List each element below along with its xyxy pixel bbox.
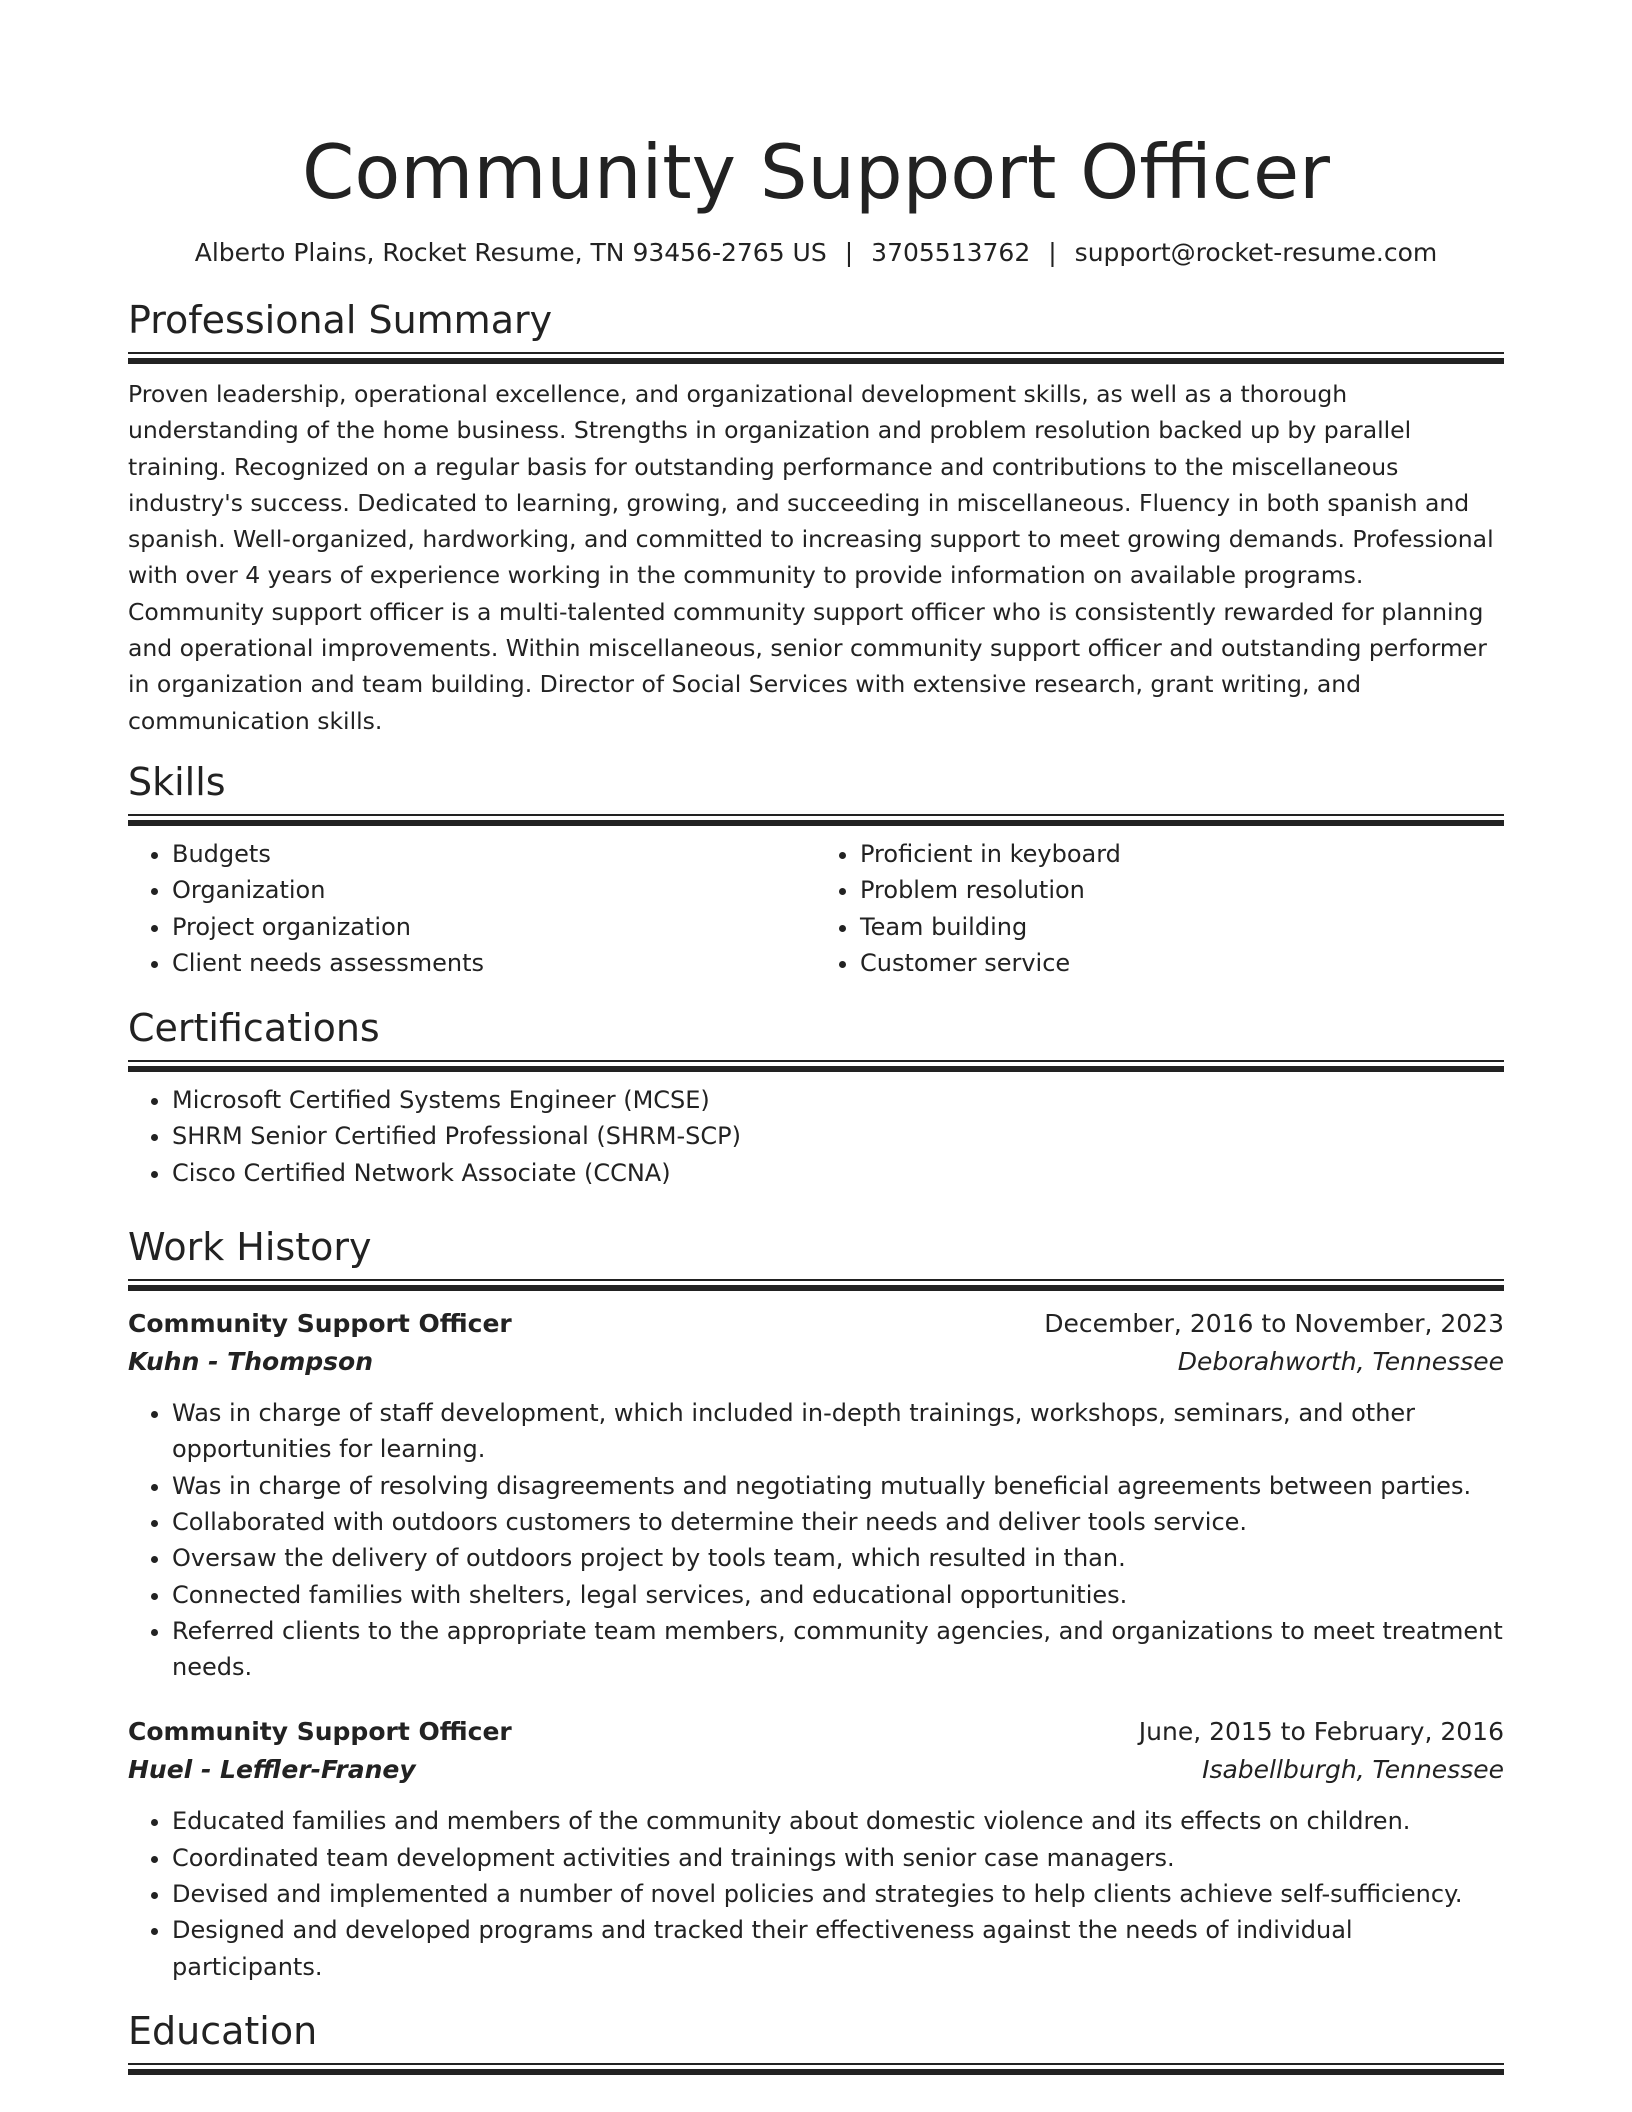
- job-dates: June, 2015 to February, 2016: [1138, 1717, 1504, 1747]
- skill-item: • Client needs assessments: [172, 945, 816, 981]
- section-heading-skills: Skills: [128, 759, 226, 804]
- certifications-list: [128, 1082, 1504, 1191]
- skills-list-left: [128, 836, 816, 981]
- contact-line: [128, 237, 1504, 269]
- resume-title: Community Support Officer: [302, 128, 1330, 216]
- skill-item: • Problem resolution: [860, 872, 1504, 908]
- skills-columns: [128, 836, 1504, 981]
- job-company: Huel - Leffler-Franey: [128, 1755, 416, 1785]
- contact-address: Alberto Plains, Rocket Resume, TN 93456-2765 US: [194, 238, 827, 267]
- job-location: Deborahworth, Tennessee: [1177, 1347, 1504, 1377]
- certification-item: • SHRM Senior Certified Professional (SHRM-SCP): [172, 1118, 1504, 1154]
- job-entry: [128, 1305, 1504, 1685]
- skill-item: • Project organization: [172, 909, 816, 945]
- section-heading-education: Education: [128, 2008, 318, 2053]
- job-bullet: • Referred clients to the appropriate team members, community agencies, and organizations to meet treatment needs.: [172, 1613, 1504, 1686]
- summary-section: [128, 296, 1504, 739]
- job-company: Kuhn - Thompson: [128, 1347, 374, 1377]
- contact-separator: |: [1048, 238, 1057, 267]
- job-dates: December, 2016 to November, 2023: [1044, 1309, 1504, 1339]
- resume-page: [128, 0, 1504, 2075]
- skills-list-right: [816, 836, 1504, 981]
- contact-phone: 3705513762: [871, 238, 1031, 267]
- job-bullet: • Collaborated with outdoors customers to determine their needs and deliver tools service.: [172, 1504, 1504, 1540]
- section-heading-certifications: Certifications: [128, 1006, 380, 1051]
- job-location: Isabellburgh, Tennessee: [1202, 1755, 1504, 1785]
- section-divider: [128, 1279, 1504, 1291]
- certifications-section: [128, 1004, 1504, 1191]
- job-bullet: • Devised and implemented a number of novel policies and strategies to help clients achieve self-sufficiency.: [172, 1876, 1504, 1912]
- job-bullet: • Designed and developed programs and tracked their effectiveness against the needs of individual participants.: [172, 1912, 1504, 1985]
- job-header: [128, 1305, 1504, 1343]
- skill-item: • Proficient in keyboard: [860, 836, 1504, 872]
- job-bullets: [128, 1803, 1504, 1984]
- education-section: [128, 2007, 1504, 2075]
- work-history-section: [128, 1223, 1504, 1985]
- skill-item: • Customer service: [860, 945, 1504, 981]
- contact-separator: |: [844, 238, 854, 267]
- skill-item: • Budgets: [172, 836, 816, 872]
- summary-text: Proven leadership, operational excellence, and organizational development skills, as well as a thorough understanding of the home business. Strengths in organization and problem resolution backed up by parallel training. Recognized on a regular basis for outstanding performance and contributions to the miscellaneous industry's success. Dedicated to learning, growing, and succeeding in miscellaneous. Fluency in both spanish and spanish. Well-organized, hardworking, and committed to increasing support to meet growing demands. Professional with over 4 years of experience working in the community to provide information on available programs. Community support officer is a multi-talented community support officer who is consistently rewarded for planning and operational improvements. Within miscellaneous, senior community support officer and outstanding performer in organization and team building. Director of Social Services with extensive research, grant writing, and communication skills.: [128, 380, 1494, 735]
- job-title: Community Support Officer: [128, 1717, 512, 1747]
- section-divider: [128, 1060, 1504, 1072]
- section-divider: [128, 814, 1504, 826]
- skills-section: [128, 758, 1504, 981]
- skill-item: • Organization: [172, 872, 816, 908]
- section-divider: [128, 352, 1504, 364]
- job-title: Community Support Officer: [128, 1309, 512, 1339]
- job-bullet: • Connected families with shelters, legal services, and educational opportunities.: [172, 1577, 1504, 1613]
- certification-item: • Microsoft Certified Systems Engineer (MCSE): [172, 1082, 1504, 1118]
- job-bullet: • Coordinated team development activities and trainings with senior case managers.: [172, 1840, 1504, 1876]
- job-bullets: [128, 1395, 1504, 1685]
- skill-item: • Team building: [860, 909, 1504, 945]
- job-bullet: • Educated families and members of the community about domestic violence and its effects on children.: [172, 1803, 1504, 1839]
- job-bullet: • Was in charge of resolving disagreements and negotiating mutually beneficial agreements between parties.: [172, 1468, 1504, 1504]
- section-divider: [128, 2063, 1504, 2075]
- section-heading-work-history: Work History: [128, 1225, 372, 1270]
- job-bullet: • Oversaw the delivery of outdoors project by tools team, which resulted in than.: [172, 1540, 1504, 1576]
- job-header: [128, 1713, 1504, 1751]
- job-entry: [128, 1713, 1504, 1984]
- job-subheader: [128, 1751, 1504, 1789]
- contact-email: support@rocket-resume.com: [1074, 238, 1438, 267]
- section-heading-summary: Professional Summary: [128, 298, 553, 342]
- certification-item: • Cisco Certified Network Associate (CCNA): [172, 1155, 1504, 1191]
- job-subheader: [128, 1343, 1504, 1381]
- job-bullet: • Was in charge of staff development, which included in-depth trainings, workshops, seminars, and other opportunities for learning.: [172, 1395, 1504, 1468]
